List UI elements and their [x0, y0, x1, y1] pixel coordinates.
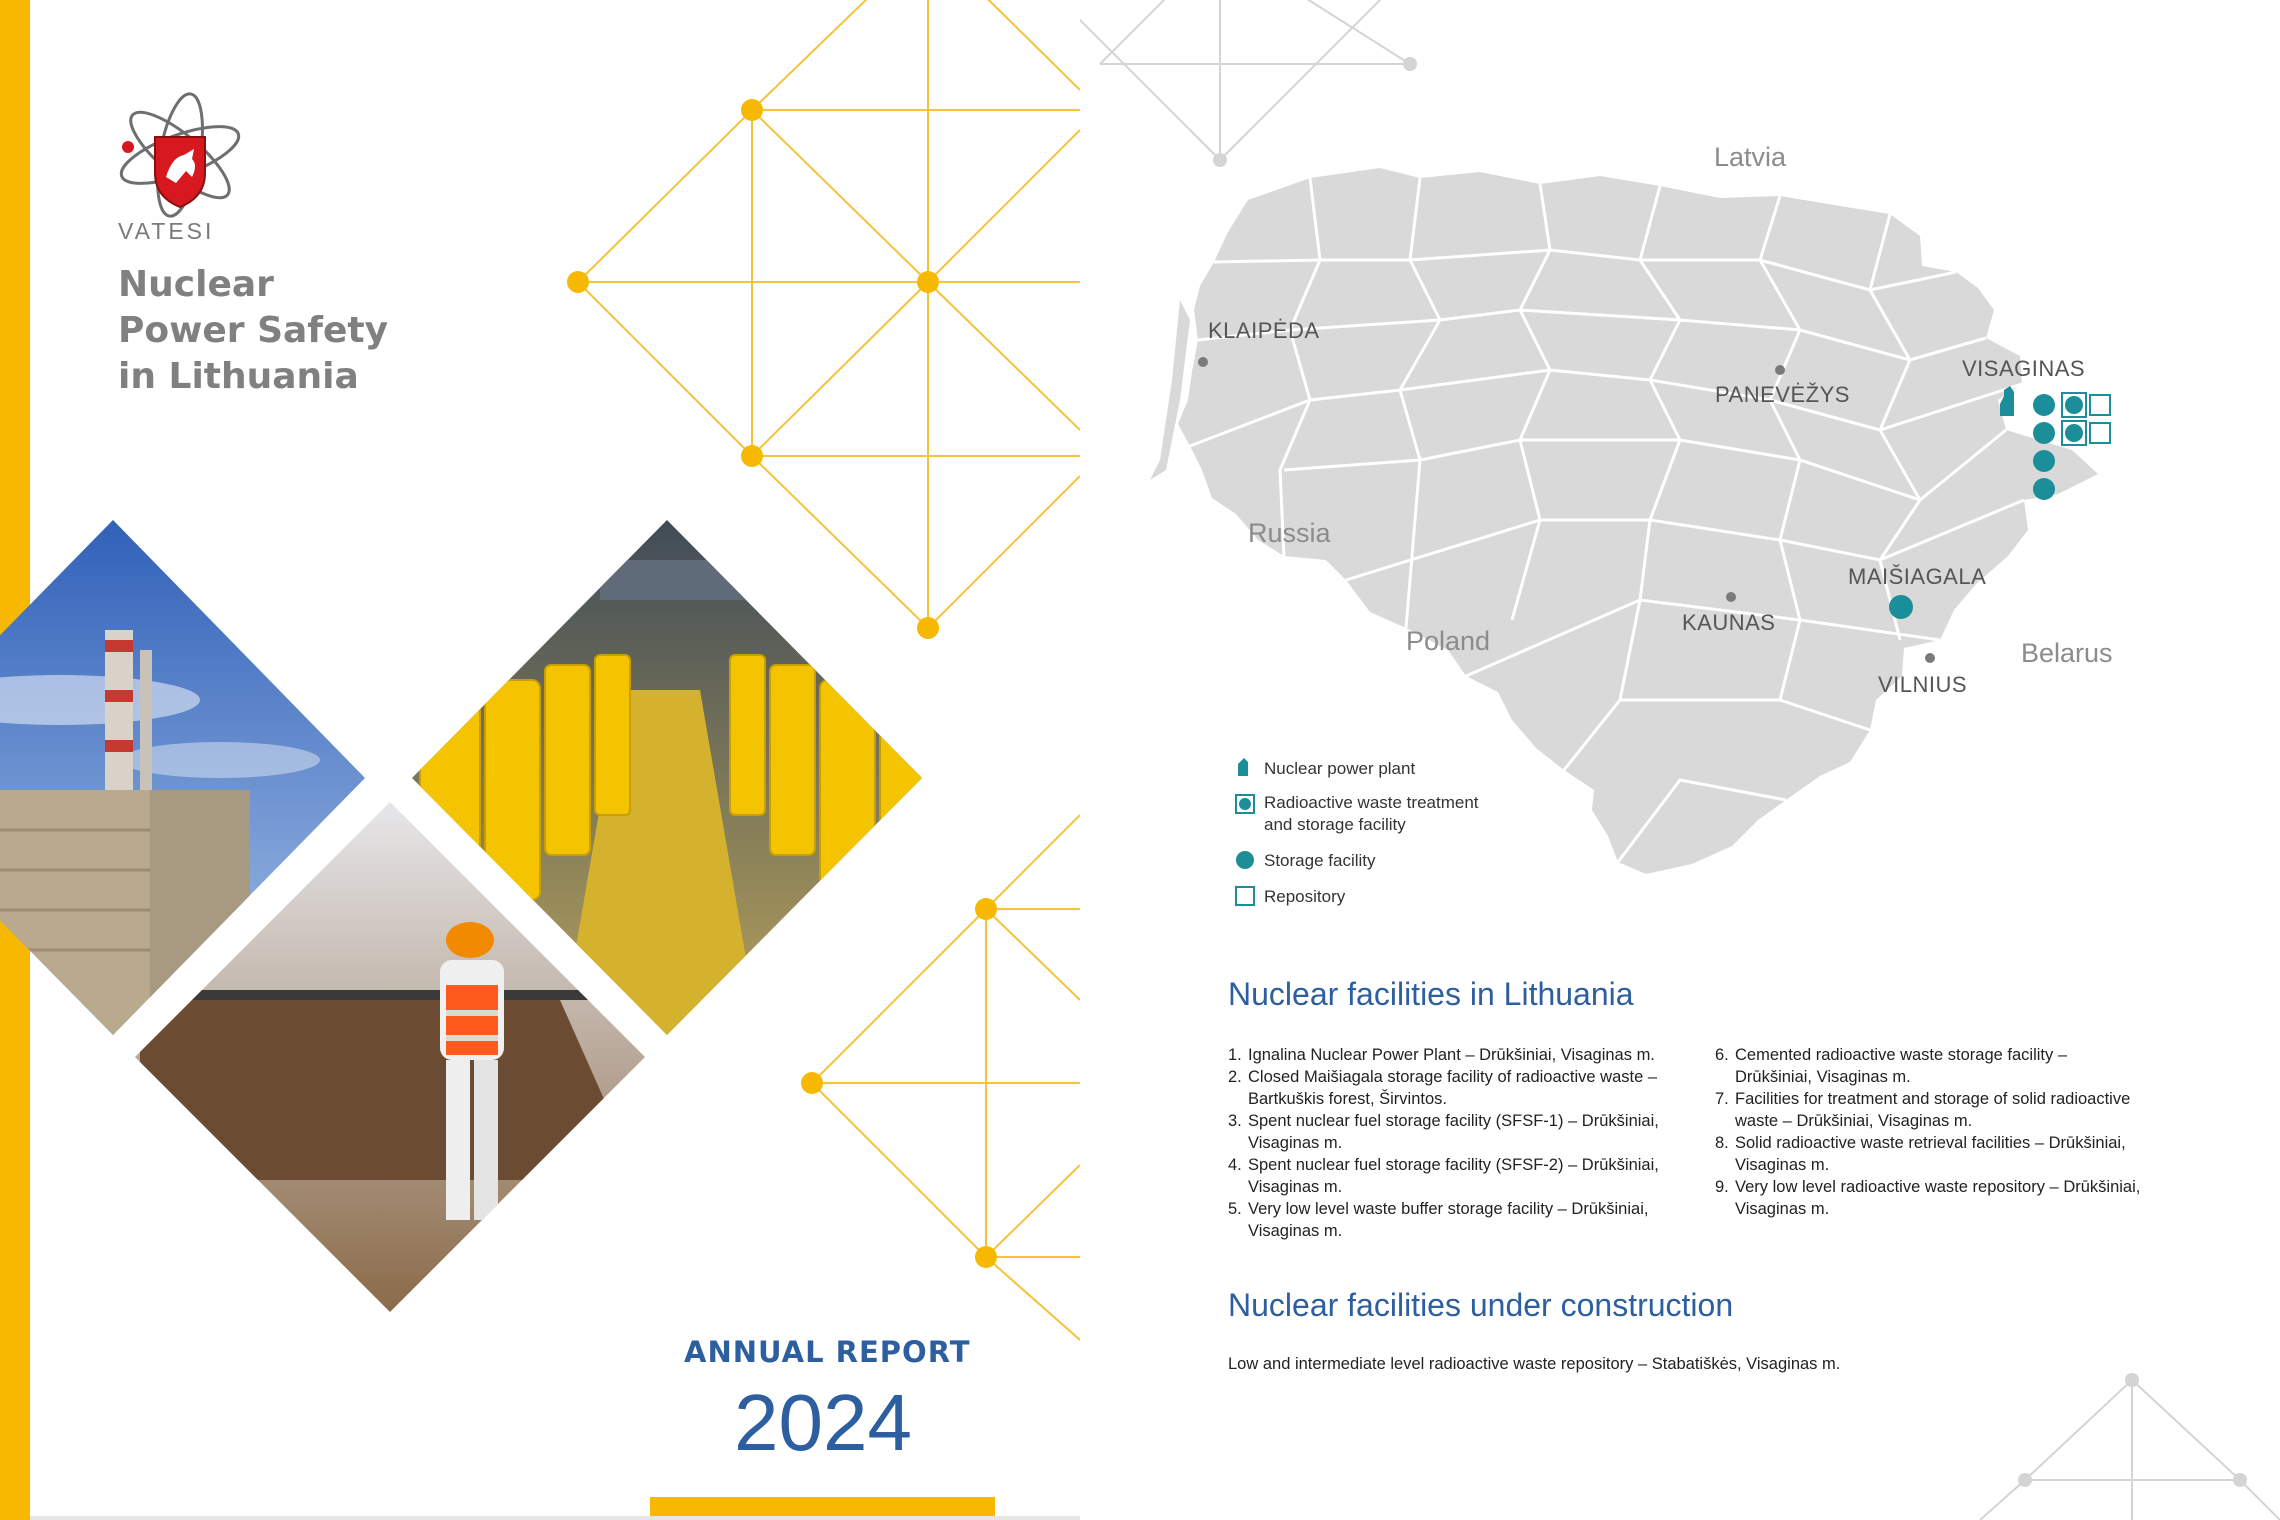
item-text: Solid radioactive waste retrieval facilities – Drūkšiniai, Visaginas m. [1735, 1134, 2126, 1174]
report-year: 2024 [734, 1378, 912, 1467]
legend-label: Nuclear power plant [1264, 759, 1416, 778]
lithuania-map [1080, 0, 2280, 900]
legend-label: Repository [1264, 887, 1346, 906]
item-number: 3. [1228, 1112, 1242, 1130]
annual-report-label: ANNUAL REPORT [684, 1335, 971, 1369]
list-item [1715, 1132, 2145, 1176]
repository-icon [1235, 886, 1255, 906]
item-number: 1. [1228, 1046, 1242, 1064]
country-label: Russia [1248, 518, 1331, 548]
country-label: Poland [1406, 626, 1491, 656]
facilities-list-left [1228, 1044, 1693, 1242]
city-label: VILNIUS [1878, 672, 1968, 697]
logo-wordmark: VATESI [118, 218, 215, 244]
item-text: Very low level waste buffer storage facility – Drūkšiniai, Visaginas m. [1248, 1200, 1649, 1240]
city-label: VISAGINAS [1962, 356, 2086, 381]
construction-heading: Nuclear facilities under construction [1228, 1287, 1734, 1323]
construction-text: Low and intermediate level radioactive waste repository – Stabatiškės, Visaginas m. [1228, 1355, 1841, 1373]
item-number: 6. [1715, 1046, 1729, 1064]
storage-facility-icon [1235, 850, 1255, 870]
list-item [1228, 1066, 1693, 1110]
storage-facility-icon [2033, 478, 2055, 500]
repository-icon [2090, 423, 2110, 443]
cover-title-line: Power Safety [118, 310, 389, 351]
item-text: Spent nuclear fuel storage facility (SFSF-2) – Drūkšiniai, Visaginas m. [1248, 1156, 1659, 1196]
item-text: Ignalina Nuclear Power Plant – Drūkšiniai, Visaginas m. [1248, 1046, 1655, 1064]
page-bottom-rule [30, 1516, 1080, 1520]
country-label: Belarus [2021, 638, 2113, 668]
storage-facility-icon [2033, 422, 2055, 444]
curonian-spit [1150, 300, 1190, 480]
city-label: KLAIPĖDA [1208, 318, 1320, 343]
legend-label: Storage facility [1264, 851, 1376, 870]
storage-facility-icon [1889, 595, 1913, 619]
legend-label: Radioactive waste treatment and storage facility [1264, 793, 1479, 834]
report-cover [0, 0, 1080, 1520]
item-number: 8. [1715, 1134, 1729, 1152]
city-label: KAUNAS [1682, 610, 1776, 635]
list-item [1715, 1176, 2145, 1220]
list-item [1715, 1088, 2145, 1132]
item-text: Cemented radioactive waste storage facility – Drūkšiniai, Visaginas m. [1735, 1046, 2067, 1086]
item-number: 9. [1715, 1178, 1729, 1196]
country-label: Latvia [1714, 142, 1787, 172]
cover-title-line: Nuclear [118, 264, 274, 305]
list-item [1228, 1154, 1693, 1198]
city-label: MAIŠIAGALA [1848, 564, 1987, 589]
list-item [1228, 1044, 1693, 1066]
item-number: 5. [1228, 1200, 1242, 1218]
item-text: Closed Maišiagala storage facility of radioactive waste – Bartkuškis forest, Širvintos. [1248, 1068, 1658, 1108]
facilities-heading: Nuclear facilities in Lithuania [1228, 976, 1634, 1012]
item-number: 2. [1228, 1068, 1242, 1086]
list-item [1228, 1110, 1693, 1154]
storage-facility-icon [2033, 394, 2055, 416]
storage-facility-icon [2033, 450, 2055, 472]
item-number: 4. [1228, 1156, 1242, 1174]
city-label: PANEVĖŽYS [1715, 382, 1850, 407]
facilities-page [1080, 0, 2280, 1520]
treatment-storage-facility-icon [1235, 794, 1255, 814]
item-text: Facilities for treatment and storage of solid radioactive waste – Drūkšiniai, Visaginas m. [1735, 1090, 2131, 1130]
list-item [1715, 1044, 2145, 1088]
item-text: Spent nuclear fuel storage facility (SFSF-1) – Drūkšiniai, Visaginas m. [1248, 1112, 1659, 1152]
item-number: 7. [1715, 1090, 1729, 1108]
cover-title-line: in Lithuania [118, 356, 359, 397]
cover-photo-collage [0, 0, 1080, 1520]
item-text: Very low level radioactive waste repository – Drūkšiniai, Visaginas m. [1735, 1178, 2141, 1218]
facilities-list-right [1715, 1044, 2145, 1220]
repository-icon [2090, 395, 2110, 415]
list-item [1228, 1198, 1693, 1242]
nuclear-power-plant-icon [1236, 756, 1256, 778]
